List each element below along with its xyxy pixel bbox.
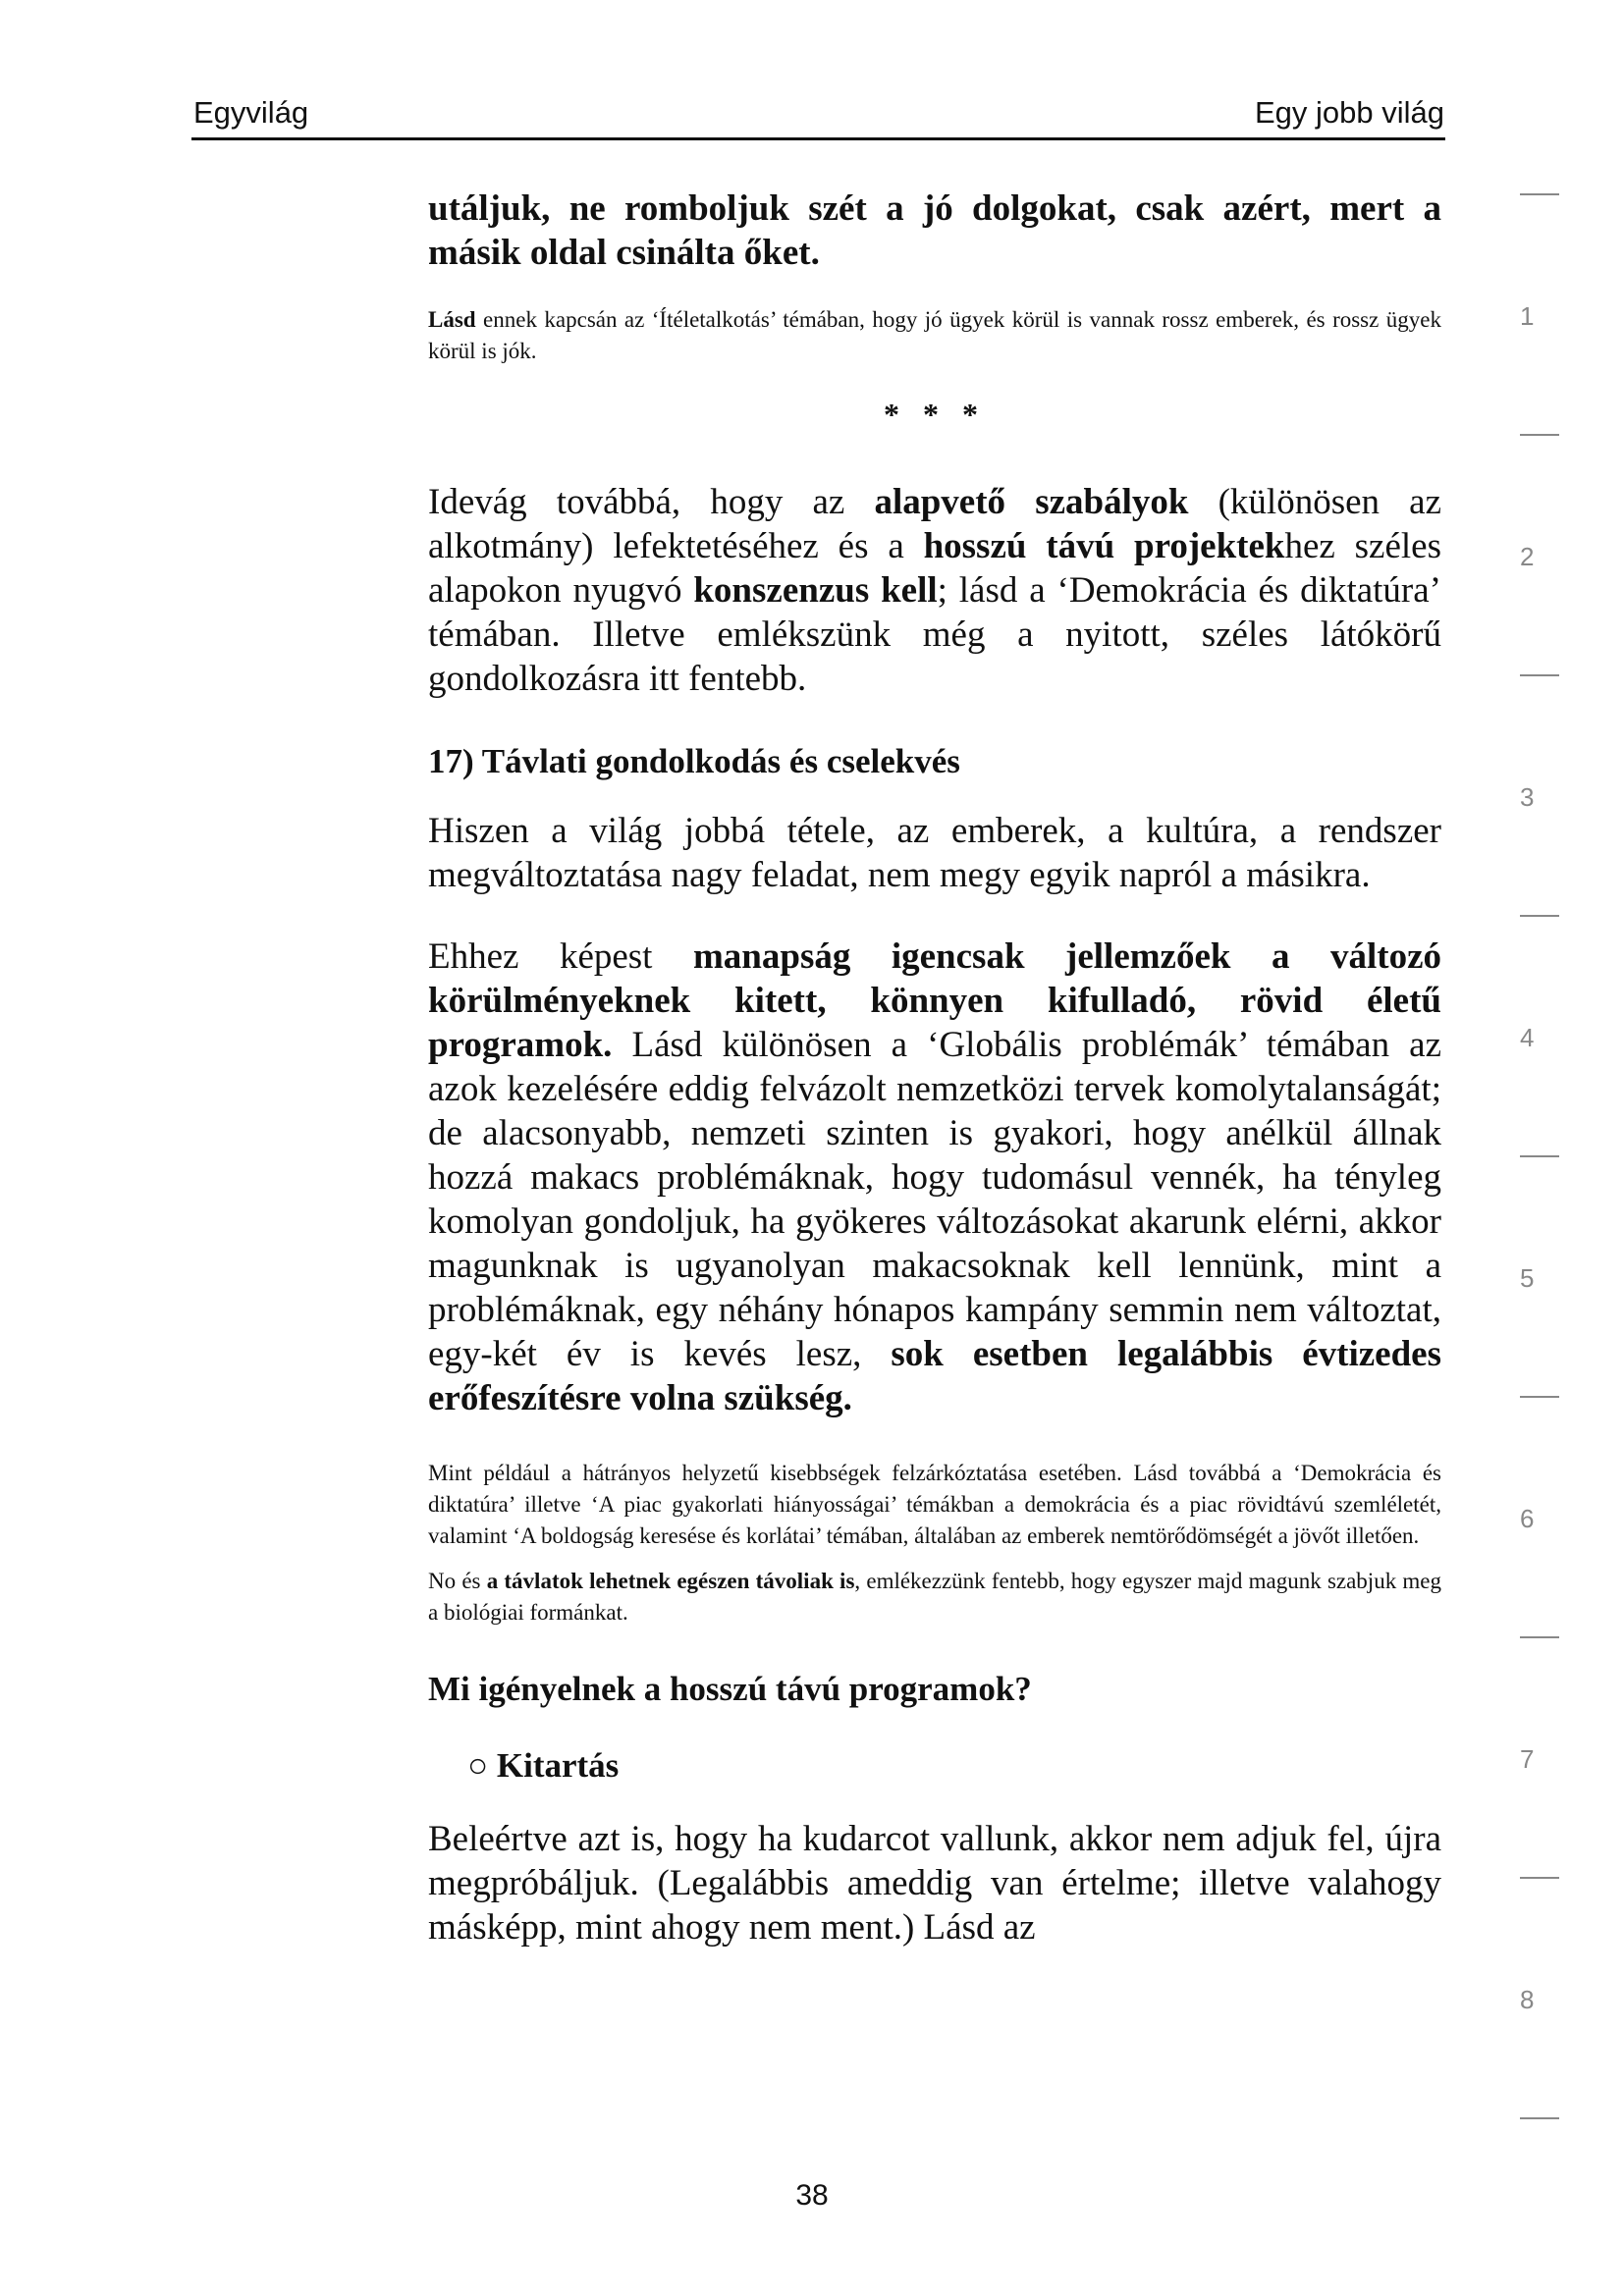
bold-text-run: Lásd: [428, 307, 476, 332]
margin-tick: [1520, 1636, 1559, 1638]
margin-tick: [1520, 2117, 1559, 2119]
bold-text-run: hosszú távú projektek: [923, 526, 1285, 566]
text-run: hez széles alapokon nyugvó: [428, 526, 1441, 611]
page-number: 38: [795, 2179, 829, 2212]
footnote-paragraph: [428, 1458, 1441, 1552]
running-header-left: Egyvilág: [193, 95, 309, 130]
text-run: ; lásd a ‘Demokrácia és diktatúra’ témában. Illetve emlékszünk még a nyitott, széles látókörű gondolkozásra itt fentebb.: [428, 570, 1441, 699]
page-body: [428, 187, 1441, 1949]
margin-number: 3: [1520, 782, 1535, 812]
body-paragraph: [428, 809, 1441, 897]
bold-text-run: sok esetben legalábbis évtizedes erőfeszítésre volna szükség.: [428, 1334, 1441, 1418]
text-run: Idevág továbbá, hogy az: [428, 482, 875, 522]
bold-text-run: a távlatok lehetnek egészen távoliak is: [486, 1569, 855, 1593]
margin-number: 6: [1520, 1504, 1535, 1533]
body-paragraph: [428, 187, 1441, 275]
header-rule: [191, 137, 1445, 140]
margin-tick: [1520, 1877, 1559, 1879]
footnote-paragraph: [428, 304, 1441, 367]
margin-tick: [1520, 674, 1559, 676]
margin-tick: [1520, 1155, 1559, 1157]
margin-tick: [1520, 915, 1559, 917]
section-heading: Mi igényelnek a hosszú távú programok?: [428, 1670, 1032, 1708]
footnote-paragraph: [428, 1566, 1441, 1629]
bold-text-run: manapság igencsak jellemzőek a változó körülményeknek kitett, könnyen kifulladó, rövid életű programok.: [428, 936, 1441, 1065]
margin-tick: [1520, 434, 1559, 436]
text-run: Ehhez képest: [428, 936, 693, 977]
bold-text-run: konszenzus kell: [693, 570, 938, 611]
body-paragraph: [428, 934, 1441, 1420]
section-heading: 17) Távlati gondolkodás és cselekvés: [428, 742, 960, 780]
margin-tick: [1520, 193, 1559, 195]
body-paragraph: [428, 1817, 1441, 1949]
text-run: (különösen az alkotmány) lefektetéséhez és a: [428, 482, 1441, 566]
margin-number: 1: [1520, 301, 1535, 331]
margin-number: 5: [1520, 1263, 1535, 1293]
text-run: Beleértve azt is, hogy ha kudarcot vallunk, akkor nem adjuk fel, újra megpróbáljuk. (Legalábbis ameddig van értelme; illetve valahogy másképp, mint ahogy nem ment.) Lásd az: [428, 1819, 1441, 1948]
margin-number: 4: [1520, 1023, 1535, 1052]
section-separator: * * *: [884, 397, 986, 432]
body-paragraph: [428, 480, 1441, 701]
text-run: utáljuk, ne romboljuk szét a jó dolgokat, csak azért, mert a másik oldal csinálta őket.: [428, 188, 1441, 273]
text-run: ennek kapcsán az ‘Ítéletalkotás’ témában, hogy jó ügyek körül is vannak rossz emberek, és rossz ügyek körül is jók.: [428, 307, 1441, 363]
text-run: Mint például a hátrányos helyzetű kisebbségek felzárkóztatása esetében. Lásd továbbá a ‘Demokrácia és diktatúra’ illetve ‘A piac gyakorlati hiányosságai’ témákban a demokrácia és a piac rövidtávú szemléletét, valamint ‘A boldogság keresése és korlátai’ témában, általában az emberek nemtörődömségét a jövőt illetően.: [428, 1461, 1441, 1548]
text-run: No és: [428, 1569, 487, 1593]
margin-tick: [1520, 1396, 1559, 1398]
text-run: , emlékezzünk fentebb, hogy egyszer majd magunk szabjuk meg a biológiai formánkat.: [428, 1569, 1441, 1625]
bullet-subheading: ○ Kitartás: [467, 1746, 620, 1785]
text-run: Hiszen a világ jobbá tétele, az emberek, a kultúra, a rendszer megváltoztatása nagy feladat, nem megy egyik napról a másikra.: [428, 811, 1441, 895]
text-run: Lásd különösen a ‘Globális problémák’ témában az azok kezelésére eddig felvázolt nemzetközi tervek komolytalanságát; de alacsonyabb, nemzeti szinten is gyakori, hogy anélkül állnak hozzá makacs problémáknak, hogy tudomásul vennék, ha tényleg komolyan gondoljuk, ha gyökeres változásokat akarunk elérni, akkor magunknak is ugyanolyan makacsoknak kell lennünk, mint a problémáknak, egy néhány hónapos kampány semmin nem változtat, egy-két év is kevés lesz,: [428, 1025, 1441, 1374]
bold-text-run: alapvető szabályok: [874, 482, 1189, 522]
margin-number: 7: [1520, 1744, 1535, 1774]
margin-number: 8: [1520, 1985, 1535, 2014]
running-header-right: Egy jobb világ: [1254, 95, 1444, 130]
margin-number: 2: [1520, 542, 1535, 571]
